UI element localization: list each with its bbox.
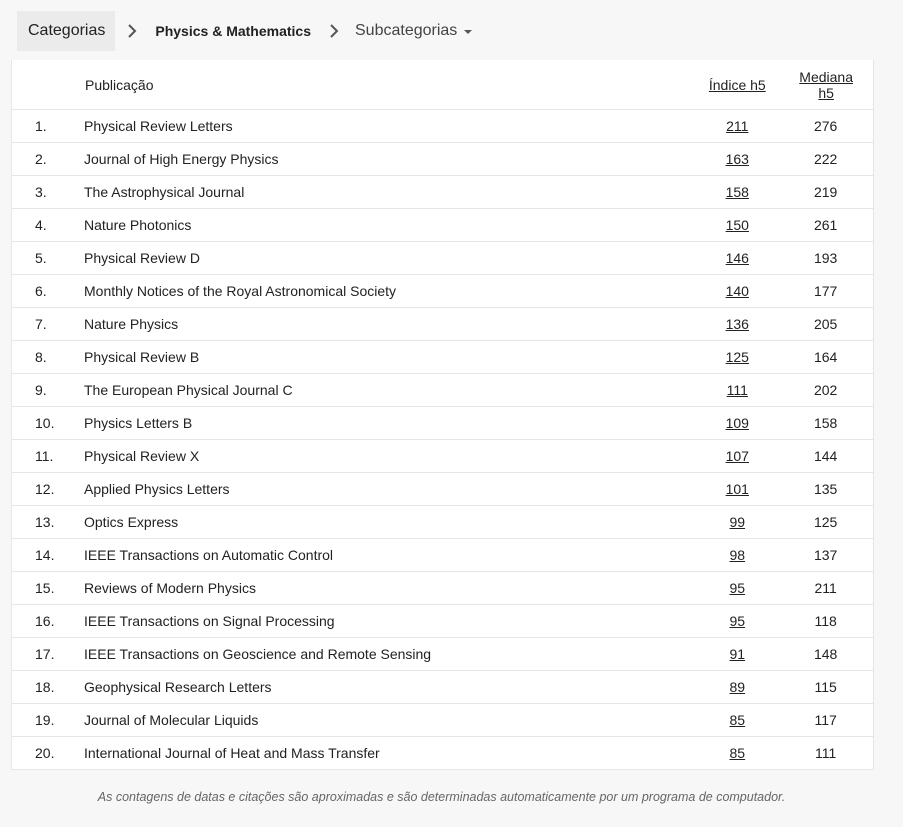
h5-index-link[interactable]: 146 xyxy=(725,250,749,266)
h5-median-sort-link[interactable] xyxy=(799,69,853,101)
row-rank: 3. xyxy=(12,176,84,209)
header-h5-median[interactable] xyxy=(798,60,873,110)
row-h5-index-cell xyxy=(676,407,798,440)
row-h5-median: 202 xyxy=(798,374,873,407)
row-h5-index-cell xyxy=(676,176,798,209)
row-h5-median: 205 xyxy=(798,308,873,341)
table-row xyxy=(12,671,873,704)
row-publication-name: IEEE Transactions on Automatic Control xyxy=(84,539,676,572)
table-row xyxy=(12,638,873,671)
table-row xyxy=(12,143,873,176)
h5-index-link[interactable]: 95 xyxy=(729,613,746,629)
row-publication-name: Nature Physics xyxy=(84,308,676,341)
row-publication-name: International Journal of Heat and Mass Transfer xyxy=(84,745,380,761)
table-row xyxy=(12,341,873,374)
row-h5-median: 117 xyxy=(798,704,873,737)
row-rank: 14. xyxy=(12,539,84,572)
h5-index-link[interactable]: 136 xyxy=(725,316,749,332)
row-publication-name: The Astrophysical Journal xyxy=(84,176,676,209)
row-publication-name: Optics Express xyxy=(84,506,676,539)
row-rank: 6. xyxy=(12,275,84,308)
table-row xyxy=(12,572,873,605)
h5-index-link[interactable]: 111 xyxy=(726,382,748,398)
row-rank: 10. xyxy=(12,407,84,440)
h5-median-label-line2: h5 xyxy=(818,84,834,101)
h5-index-link[interactable]: 89 xyxy=(729,679,746,695)
header-h5-index[interactable] xyxy=(676,60,798,110)
h5-index-link[interactable]: 211 xyxy=(726,118,749,134)
row-rank: 4. xyxy=(12,209,84,242)
row-publication-name: Physical Review Letters xyxy=(84,110,676,143)
row-publication-name: Applied Physics Letters xyxy=(84,473,676,506)
h5-median-label-line1: Mediana xyxy=(799,68,853,85)
row-rank: 13. xyxy=(12,506,84,539)
row-h5-index-cell xyxy=(676,737,798,770)
row-publication-name: IEEE Transactions on Geoscience and Remote Sensing xyxy=(84,638,676,671)
row-publication-name: Physical Review D xyxy=(84,242,676,275)
row-publication-name: Nature Photonics xyxy=(84,209,676,242)
table-row xyxy=(12,737,873,770)
table-row xyxy=(12,110,873,143)
row-h5-index-cell xyxy=(676,275,798,308)
table-row xyxy=(12,506,873,539)
row-publication-name: Journal of Molecular Liquids xyxy=(84,704,676,737)
row-h5-median: 219 xyxy=(798,176,873,209)
row-h5-median: 222 xyxy=(798,143,873,176)
breadcrumb-categories-label: Categorias xyxy=(28,22,106,39)
row-publication-name: Geophysical Research Letters xyxy=(84,671,676,704)
row-rank: 17. xyxy=(12,638,84,671)
header-publication: Publicação xyxy=(84,60,676,110)
subcategories-label: Subcategorias xyxy=(355,22,458,39)
footnote: As contagens de datas e citações são aproximadas e são determinadas automaticamente por um programa de computador. xyxy=(97,790,786,804)
row-rank: 7. xyxy=(12,308,84,341)
caret-down-icon xyxy=(464,30,472,34)
row-h5-index-cell xyxy=(676,209,798,242)
table-row xyxy=(12,473,873,506)
row-rank: 20. xyxy=(35,745,55,761)
table-row xyxy=(12,176,873,209)
header-rank xyxy=(12,60,84,110)
row-h5-median: 135 xyxy=(798,473,873,506)
h5-index-link[interactable]: 91 xyxy=(729,646,746,662)
row-h5-median: 276 xyxy=(798,110,873,143)
row-h5-median: 164 xyxy=(798,341,873,374)
row-rank: 18. xyxy=(12,671,84,704)
row-h5-index-cell xyxy=(676,143,798,176)
row-h5-index-cell xyxy=(676,308,798,341)
row-h5-median: 144 xyxy=(798,440,873,473)
h5-index-link[interactable]: 107 xyxy=(725,448,749,464)
row-h5-median: 261 xyxy=(798,209,873,242)
row-h5-median: 118 xyxy=(798,605,873,638)
table-row xyxy=(12,242,873,275)
table-row xyxy=(12,407,873,440)
row-h5-index-cell xyxy=(676,704,798,737)
table-row xyxy=(12,275,873,308)
row-h5-index-cell xyxy=(676,473,798,506)
table-row xyxy=(12,374,873,407)
h5-index-link[interactable]: 101 xyxy=(725,481,749,497)
h5-index-link[interactable]: 98 xyxy=(729,547,746,563)
row-h5-index-cell xyxy=(676,506,798,539)
h5-index-link[interactable]: 85 xyxy=(729,745,746,761)
row-h5-index-cell xyxy=(676,572,798,605)
row-h5-median: 148 xyxy=(798,638,873,671)
table-row xyxy=(12,308,873,341)
row-h5-index-cell xyxy=(676,341,798,374)
table-row xyxy=(12,539,873,572)
row-h5-median: 193 xyxy=(798,242,873,275)
row-h5-index-cell xyxy=(676,539,798,572)
row-publication-name: Physical Review B xyxy=(84,341,676,374)
h5-index-link[interactable]: 158 xyxy=(725,184,749,200)
breadcrumb xyxy=(17,11,472,51)
breadcrumb-categories-button[interactable] xyxy=(17,11,115,51)
row-publication-name: Physics Letters B xyxy=(84,407,676,440)
row-rank: 12. xyxy=(12,473,84,506)
row-h5-index-cell xyxy=(676,605,798,638)
row-rank: 15. xyxy=(12,572,84,605)
row-h5-index-cell xyxy=(676,374,798,407)
row-h5-median: 158 xyxy=(798,407,873,440)
row-publication-name: Journal of High Energy Physics xyxy=(84,143,676,176)
row-rank: 5. xyxy=(12,242,84,275)
row-h5-median: 211 xyxy=(798,572,873,605)
row-h5-index-cell xyxy=(676,242,798,275)
breadcrumb-current-category: Physics & Mathematics xyxy=(155,23,311,39)
row-rank: 11. xyxy=(12,440,84,473)
h5-index-link[interactable]: 85 xyxy=(729,712,746,728)
row-h5-median: 125 xyxy=(798,506,873,539)
row-publication-name: Reviews of Modern Physics xyxy=(84,572,676,605)
row-rank: 16. xyxy=(12,605,84,638)
h5-index-link[interactable]: 109 xyxy=(725,415,749,431)
chevron-right-icon xyxy=(321,24,347,38)
row-publication-name: Monthly Notices of the Royal Astronomical Society xyxy=(84,275,676,308)
chevron-right-icon xyxy=(119,24,145,38)
row-rank: 9. xyxy=(12,374,84,407)
subcategories-dropdown[interactable] xyxy=(351,22,472,40)
row-rank: 8. xyxy=(12,341,84,374)
table-row xyxy=(12,440,873,473)
row-h5-median: 115 xyxy=(798,671,873,704)
row-h5-median: 111 xyxy=(815,745,837,761)
h5-index-link[interactable]: 163 xyxy=(725,151,749,167)
table-row xyxy=(12,605,873,638)
publications-table xyxy=(11,60,874,770)
h5-index-link[interactable]: 99 xyxy=(729,514,746,530)
row-rank: 19. xyxy=(12,704,84,737)
row-h5-index-cell xyxy=(676,110,798,143)
row-rank: 1. xyxy=(12,110,84,143)
row-h5-median: 137 xyxy=(798,539,873,572)
row-publication-name: The European Physical Journal C xyxy=(84,374,676,407)
row-h5-index-cell xyxy=(676,440,798,473)
h5-index-sort-link[interactable]: Índice h5 xyxy=(708,76,766,93)
h5-index-link[interactable]: 95 xyxy=(729,580,746,596)
row-h5-median: 177 xyxy=(798,275,873,308)
h5-index-link[interactable]: 140 xyxy=(725,283,749,299)
row-h5-index-cell xyxy=(676,638,798,671)
table-row xyxy=(12,704,873,737)
table-row xyxy=(12,209,873,242)
row-rank: 2. xyxy=(12,143,84,176)
row-h5-index-cell xyxy=(676,671,798,704)
row-publication-name: IEEE Transactions on Signal Processing xyxy=(84,605,676,638)
row-publication-name: Physical Review X xyxy=(84,440,676,473)
table-header-row xyxy=(12,60,873,110)
h5-index-link[interactable]: 150 xyxy=(725,217,749,233)
h5-index-link[interactable]: 125 xyxy=(725,349,749,365)
